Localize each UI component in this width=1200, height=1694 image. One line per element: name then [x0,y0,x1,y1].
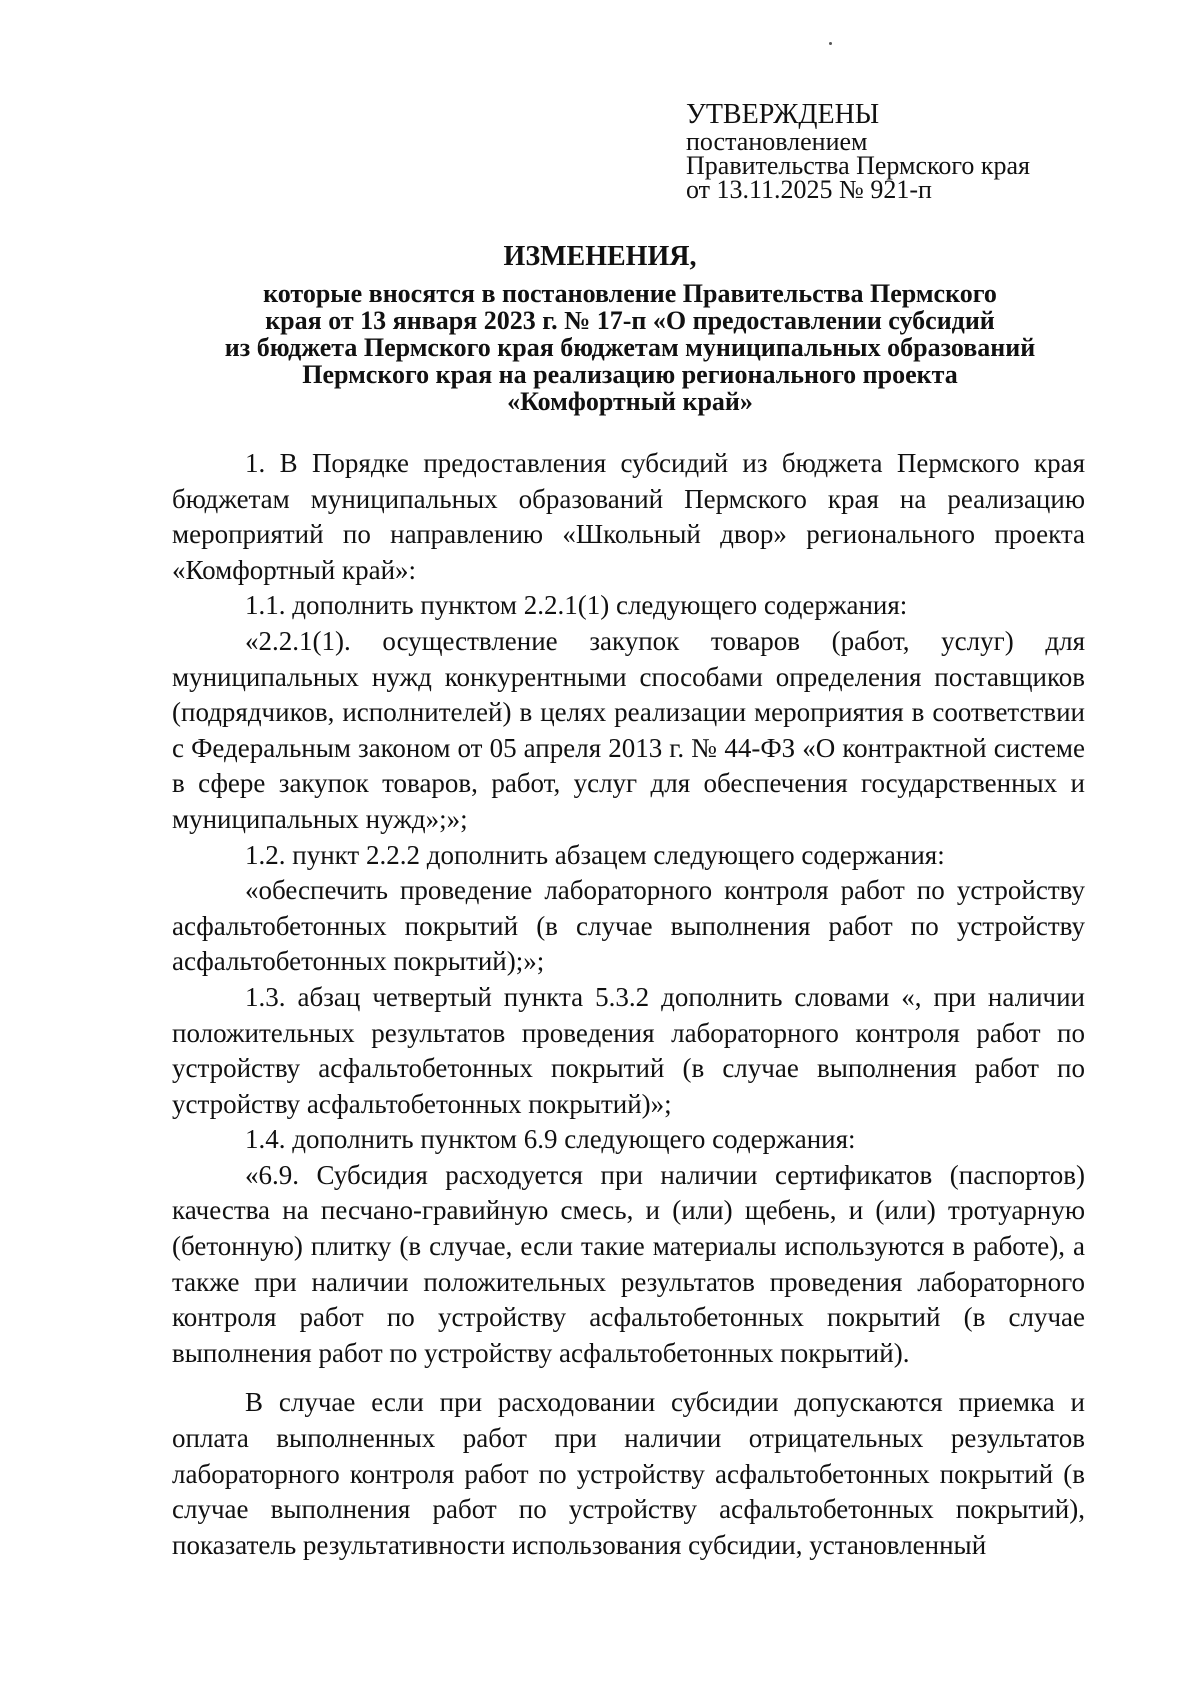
approval-stamp [686,100,1030,202]
subtitle-line: которые вносятся в постановление Правительства Пермского [263,279,997,308]
paragraph-1: 1. В Порядке предоставления субсидий из бюджета Пермского края бюджетам муниципальных образований Пермского края на реализацию мероприятий по направлению «Школьный двор» регионального проекта «Комфортный край»: [172,448,1085,585]
paragraph-2-2-1-1-text: «2.2.1(1). осуществление закупок товаров (работ, услуг) для муниципальных нужд конкурентными способами определения поставщиков (подрядчиков, исполнителей) в целях реализации мероприятия в соответствии с Федеральным законом от 05 апреля 2013 г. № 44-ФЗ «О контрактной системе в сфере закупок товаров, работ, услуг для обеспечения государственных и муниципальных нужд»;»; [172,625,1085,834]
document-body [172,446,1085,1563]
subtitle-line: края от 13 января 2023 г. № 17-п «О предоставлении субсидий [265,306,995,335]
paragraph-continuation: В случае если при расходовании субсидии допускаются приемка и оплата выполненных работ при наличии отрицательных результатов лабораторного контроля работ по устройству асфальтобетонных покрытий (в случае выполнения работ по устройству асфальтобетонных покрытий), показатель результативности использования субсидии, установленный [172,1387,1085,1560]
subtitle-line: из бюджета Пермского края бюджетам муниципальных образований [224,333,1036,362]
document-title: ИЗМЕНЕНИЯ, [503,241,697,272]
paragraph-2-2-2-text: «обеспечить проведение лабораторного контроля работ по устройству асфальтобетонных покрытий (в случае выполнения работ по устройству асфальтобетонных покрытий);»; [172,875,1085,977]
paragraph-1-1: 1.1. дополнить пунктом 2.2.1(1) следующего содержания: [245,590,908,621]
paragraph-6-9-text: «6.9. Субсидия расходуется при наличии сертификатов (паспортов) качества на песчано-гравийную смесь, и (или) щебень, и (или) тротуарную (бетонную) плитку (в случае, если такие материалы используются в работе), а также при наличии положительных результатов проведения лабораторного контроля работ по устройству асфальтобетонных покрытий (в случае выполнения работ по устройству асфальтобетонных покрытий). [172,1159,1085,1368]
paragraph-1-4: 1.4. дополнить пунктом 6.9 следующего содержания: [245,1124,856,1155]
approval-line-2: Правительства Пермского края [686,151,1030,180]
paragraph-1-2: 1.2. пункт 2.2.2 дополнить абзацем следующего содержания: [245,839,945,870]
subtitle-line: «Комфортный край» [507,387,753,416]
paragraph-1-3: 1.3. абзац четвертый пункта 5.3.2 дополнить словами «, при наличии положительных результатов проведения лабораторного контроля работ по устройству асфальтобетонных покрытий (в случае выполнения работ по устройству асфальтобетонных покрытий)»; [172,981,1085,1119]
approval-line-1: постановлением [686,127,868,156]
approval-line-3: от 13.11.2025 № 921-п [686,175,932,204]
document-subtitle [150,280,1110,415]
subtitle-line: Пермского края на реализацию регионального проекта [302,360,958,389]
scan-speck [829,42,832,45]
approval-title: УТВЕРЖДЕНЫ [686,99,880,130]
